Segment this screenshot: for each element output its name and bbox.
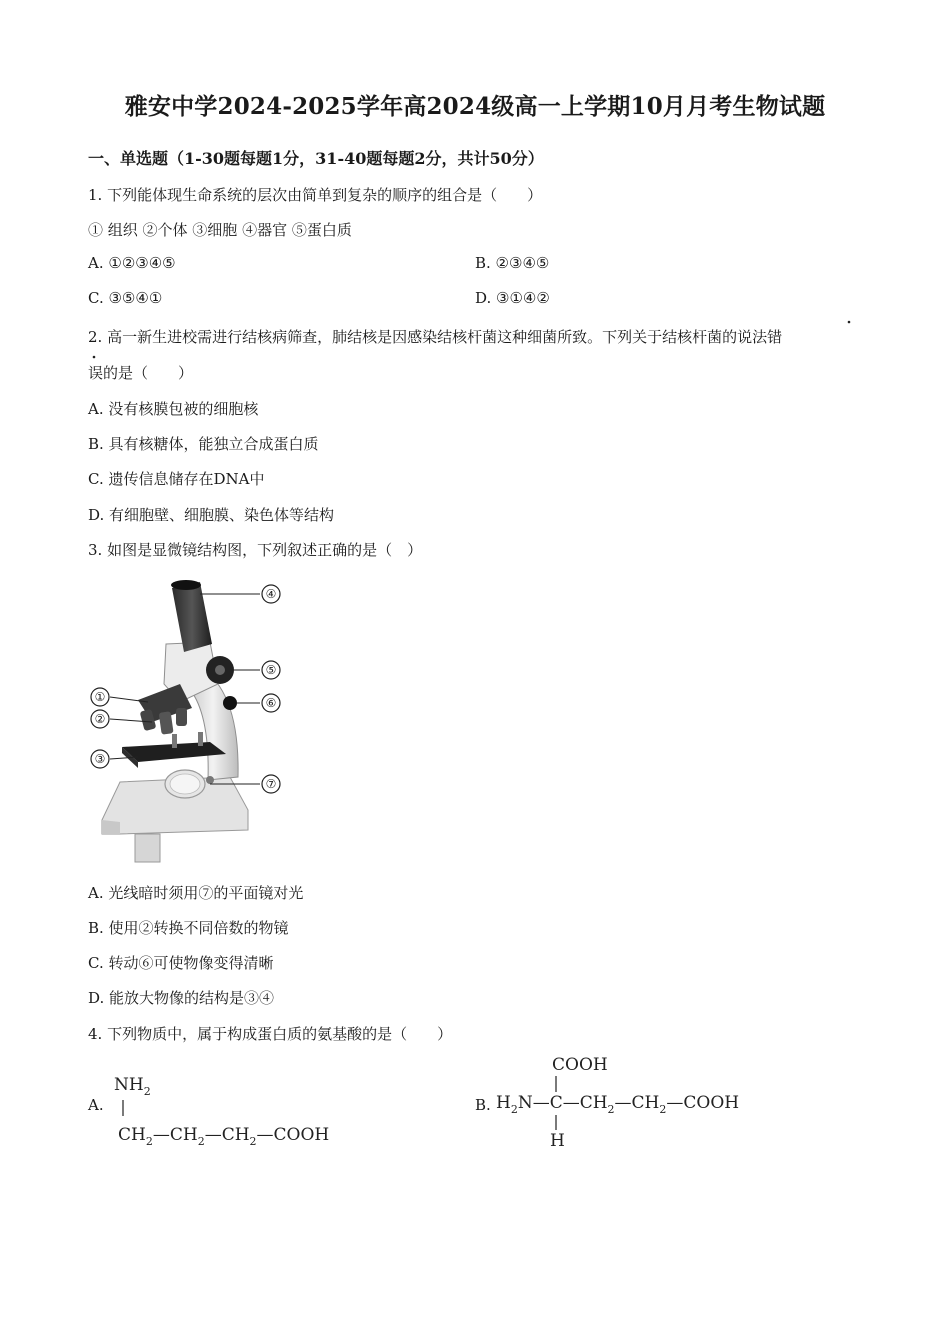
section-heading: 一、单选题（1-30题每题1分，31-40题每题2分，共计50分） xyxy=(88,149,544,168)
q2-stem-text: 2. 高一新生进校需进行结核病筛查，肺结核是因感染结核杆菌这种细菌所致。下列关于结核杆菌的说法 xyxy=(88,328,768,346)
q2-option-d[interactable]: D. 有细胞壁、细胞膜、染色体等结构 xyxy=(88,506,335,524)
eyepiece-tube xyxy=(172,582,212,652)
svg-text:COOH: COOH xyxy=(552,1055,608,1075)
q2-option-a[interactable]: A. 没有核膜包被的细胞核 xyxy=(88,400,259,418)
emphasis-dot xyxy=(845,318,853,326)
label-3: ③ xyxy=(94,752,106,766)
q4-stem: 4. 下列物质中，属于构成蛋白质的氨基酸的是（ ） xyxy=(88,1025,453,1043)
q2-stem-rest: 的是（ ） xyxy=(103,364,194,382)
q1-option-a[interactable]: A. ①②③④⑤ xyxy=(88,254,176,272)
label-5: ⑤ xyxy=(265,663,277,677)
label-2: ② xyxy=(94,712,106,726)
svg-text:CH2—CH2—CH2—COOH: $CH_2—CH_2—CH_2—COOH$ xyxy=(118,1125,330,1148)
q1-option-b[interactable]: B. ②③④⑤ xyxy=(475,254,550,272)
q3-option-b[interactable]: B. 使用②转换不同倍数的物镜 xyxy=(88,919,289,937)
q1-items: ① 组织 ②个体 ③细胞 ④器官 ⑤蛋白质 xyxy=(88,221,352,239)
q4-option-a-label[interactable]: A. xyxy=(88,1096,104,1114)
q2-option-c[interactable]: C. 遗传信息储存在DNA中 xyxy=(88,470,265,488)
q4-option-b-label[interactable]: B. xyxy=(475,1096,491,1114)
q2-stem-line2 xyxy=(88,362,193,383)
exam-title: 雅安中学2024-2025学年高2024级高一上学期10月月考生物试题 xyxy=(124,93,826,120)
svg-text:H2N—C—CH2—CH2—COOH: $H_2N—C—CH_2—CH_2—COOH$ xyxy=(496,1093,740,1116)
formula-b xyxy=(494,1050,764,1150)
q2-stem-line1 xyxy=(88,326,782,347)
q3-option-a[interactable]: A. 光线暗时须用⑦的平面镜对光 xyxy=(88,884,304,902)
q2-emphasis-wu: 误 xyxy=(88,364,104,382)
q3-option-c[interactable]: C. 转动⑥可使物像变得清晰 xyxy=(88,954,274,972)
q2-emphasis-cuo: 错 xyxy=(767,328,783,346)
label-6: ⑥ xyxy=(265,696,277,710)
microscope-figure xyxy=(80,572,300,872)
fine-focus-knob xyxy=(223,696,237,710)
q2-option-b[interactable]: B. 具有核糖体，能独立合成蛋白质 xyxy=(88,435,319,453)
q3-stem: 3. 如图是显微镜结构图，下列叙述正确的是（ ） xyxy=(88,541,423,559)
q3-option-d[interactable]: D. 能放大物像的结构是③④ xyxy=(88,989,275,1007)
svg-text:NH2: $NH_2$ xyxy=(114,1075,151,1098)
label-7: ⑦ xyxy=(265,777,277,791)
formula-a xyxy=(110,1068,390,1150)
svg-text:H: H xyxy=(550,1131,565,1150)
emphasis-dot xyxy=(90,353,98,361)
label-1: ① xyxy=(94,690,106,704)
q1-option-c[interactable]: C. ③⑤④① xyxy=(88,289,163,307)
q1-option-d[interactable]: D. ③①④② xyxy=(475,289,550,307)
label-4: ④ xyxy=(265,587,277,601)
objective-lens xyxy=(176,708,187,726)
q1-stem: 1. 下列能体现生命系统的层次由简单到复杂的顺序的组合是（ ） xyxy=(88,186,543,204)
